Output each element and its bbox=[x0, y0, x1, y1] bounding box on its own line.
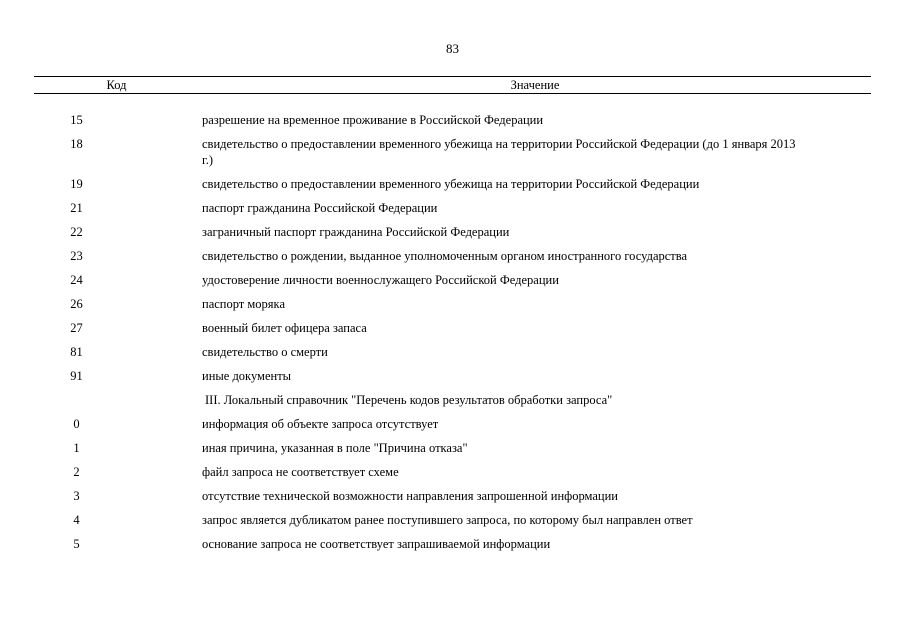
table-row bbox=[34, 112, 871, 128]
row-code: 19 bbox=[70, 177, 83, 191]
row-value: паспорт гражданина Российской Федерации bbox=[202, 201, 438, 215]
row-code: 0 bbox=[73, 417, 80, 431]
table-row bbox=[34, 512, 871, 528]
row-code: 18 bbox=[70, 137, 83, 151]
row-code: 22 bbox=[70, 225, 83, 239]
row-code: 2 bbox=[73, 465, 80, 479]
row-value: запрос является дубликатом ранее поступившего запроса, по которому был направлен ответ bbox=[202, 513, 693, 527]
section-heading: III. Локальный справочник "Перечень кодов результатов обработки запроса" bbox=[205, 393, 613, 407]
column-header-code: Код bbox=[106, 78, 127, 92]
row-value: разрешение на временное проживание в Российской Федерации bbox=[202, 113, 544, 127]
table-header bbox=[34, 77, 871, 93]
row-value: отсутствие технической возможности направления запрошенной информации bbox=[202, 489, 618, 503]
table-body bbox=[34, 112, 871, 560]
table-row bbox=[34, 536, 871, 552]
row-code: 21 bbox=[70, 201, 83, 215]
table-row bbox=[34, 224, 871, 240]
row-value: паспорт моряка bbox=[202, 297, 285, 311]
table-row bbox=[34, 368, 871, 384]
row-value: заграничный паспорт гражданина Российской Федерации bbox=[202, 225, 510, 239]
row-value: информация об объекте запроса отсутствует bbox=[202, 417, 439, 431]
row-code: 5 bbox=[73, 537, 80, 551]
row-code: 24 bbox=[70, 273, 83, 287]
row-value: файл запроса не соответствует схеме bbox=[202, 465, 399, 479]
table-row bbox=[34, 440, 871, 456]
table-row bbox=[34, 296, 871, 312]
row-value: иная причина, указанная в поле "Причина отказа" bbox=[202, 441, 468, 455]
row-code: 1 bbox=[73, 441, 80, 455]
row-code: 23 bbox=[70, 249, 83, 263]
row-value: удостоверение личности военнослужащего Российской Федерации bbox=[202, 273, 559, 287]
row-code: 4 bbox=[73, 513, 80, 527]
row-value: свидетельство о предоставлении временного убежища на территории Российской Федерации bbox=[202, 177, 700, 191]
page-number: 83 bbox=[446, 41, 459, 56]
table-row bbox=[34, 248, 871, 264]
row-value: военный билет офицера запаса bbox=[202, 321, 367, 335]
row-value: основание запроса не соответствует запрашиваемой информации bbox=[202, 537, 551, 551]
table-row bbox=[34, 464, 871, 480]
table-row bbox=[34, 320, 871, 336]
row-code: 81 bbox=[70, 345, 83, 359]
table-header-bottom-rule bbox=[34, 93, 871, 94]
table-row bbox=[34, 200, 871, 216]
row-code: 3 bbox=[73, 489, 80, 503]
row-code: 91 bbox=[70, 369, 83, 383]
table-row bbox=[34, 272, 871, 288]
table-row bbox=[34, 344, 871, 360]
row-value: свидетельство о смерти bbox=[202, 345, 328, 359]
row-value: свидетельство о предоставлении временного убежища на территории Российской Федерации (до 1 января 2013 г.) bbox=[202, 137, 796, 167]
table-row bbox=[34, 488, 871, 504]
row-code: 15 bbox=[70, 113, 83, 127]
row-value: свидетельство о рождении, выданное уполномоченным органом иностранного государства bbox=[202, 249, 688, 263]
row-code: 26 bbox=[70, 297, 83, 311]
table-row bbox=[34, 176, 871, 192]
column-header-value: Значение bbox=[510, 78, 560, 92]
row-code: 27 bbox=[70, 321, 83, 335]
table-row bbox=[34, 416, 871, 432]
table-row bbox=[34, 136, 871, 168]
row-value: иные документы bbox=[202, 369, 292, 383]
